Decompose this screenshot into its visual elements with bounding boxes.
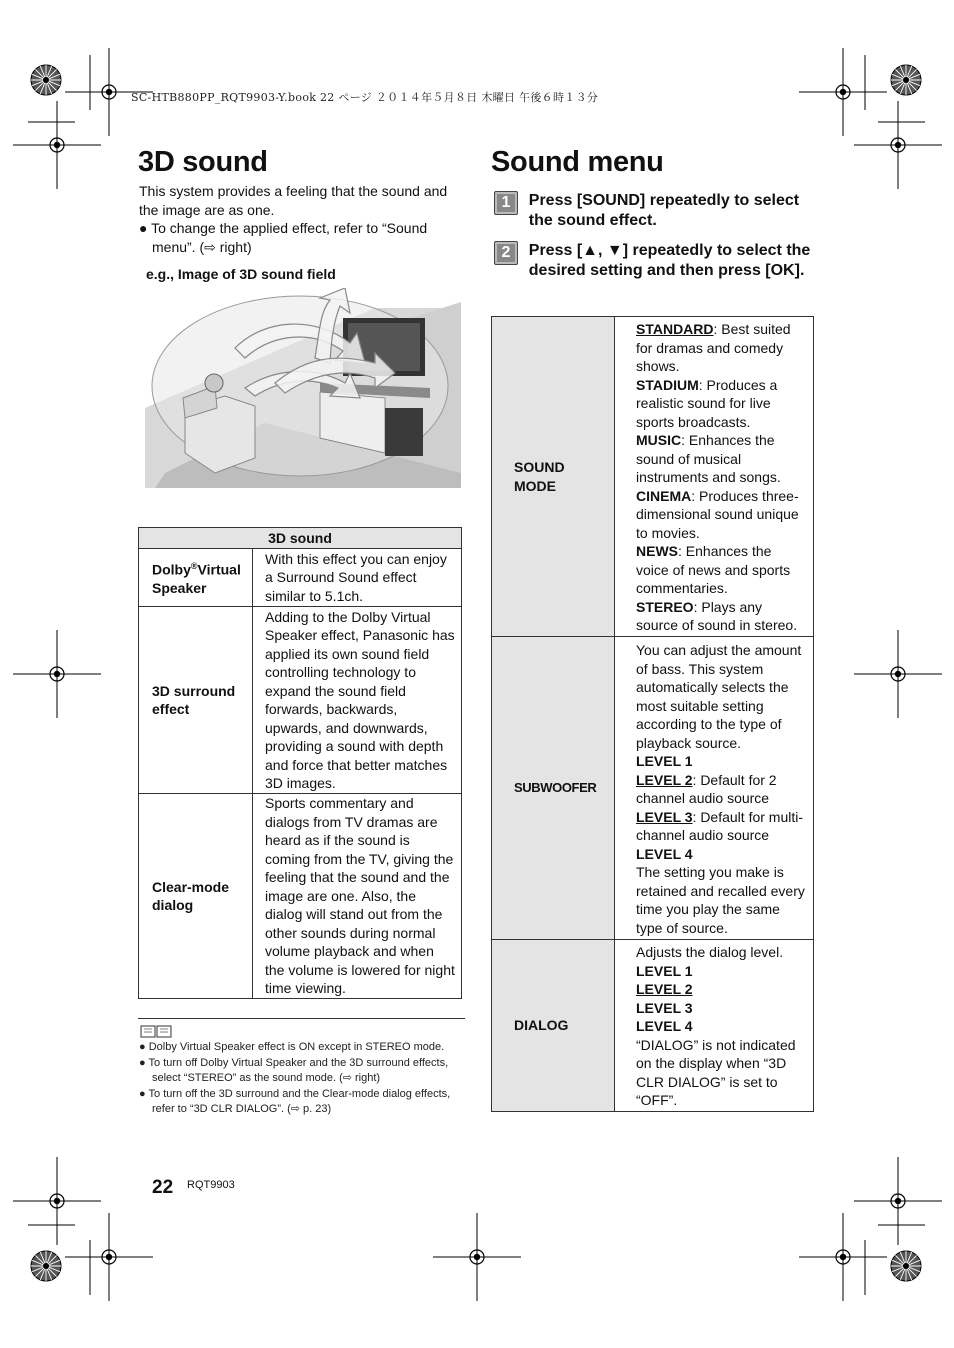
mode-name: CINEMA [636,487,692,504]
sound-mode-standard [636,320,807,376]
mode-name: STANDARD [636,321,714,338]
row-label-dolby-virtual-speaker [139,549,253,607]
note-text: To turn off the 3D surround and the Clear-mode dialog effects, refer to “3D CLR DIALOG”. (⇨ p. 23) [148,1087,451,1116]
3d-sound-table [138,527,462,999]
level-name: LEVEL 3 [636,808,693,825]
section-title-3d-sound: 3D sound [138,146,268,178]
row-desc-subwoofer [615,637,814,940]
mode-desc: : Best suited for dramas and comedy shows. [636,321,791,375]
row-label-subwoofer: SUBWOOFER [492,637,615,940]
subwoofer-level-4: LEVEL 4 [636,845,693,862]
mode-desc: : Plays any source of sound in stereo. [636,598,798,634]
3d-sound-field-illustration [145,288,461,488]
notes-divider [138,1018,465,1019]
mode-desc: : Enhances the sound of musical instruments and songs. [636,432,781,486]
row-desc-sound-mode [615,317,814,637]
note-item: ● Dolby Virtual Speaker effect is ON except in STEREO mode. [139,1041,445,1053]
section-title-sound-menu: Sound menu [491,146,664,178]
row-desc-dolby-virtual-speaker: With this effect you can enjoy a Surround Sound effect similar to 5.1ch. [253,549,462,607]
step-1-text: Press [SOUND] repeatedly to select the sound effect. [528,192,800,229]
page-number: 22 [152,1177,174,1198]
step-1 [494,191,816,231]
dialog-outro: “DIALOG” is not indicated on the display when “3D CLR DIALOG” is set to “OFF”. [636,1036,796,1109]
3d-sound-table-header: 3D sound [139,528,462,549]
row-desc-3d-surround-effect: Adding to the Dolby Virtual Speaker effect, Panasonic has applied its own sound field controlling technology to expand the sound field forwards, backwards, upwards, and downwards, providing a sound with depth and force that better matches 3D images. [253,607,462,794]
note-item: ● To turn off Dolby Virtual Speaker and the 3D surround effects, select “STEREO” as the sound mode. (⇨ right) [139,1056,449,1085]
sound-mode-stereo [636,598,807,635]
row-desc-clear-mode-dialog: Sports commentary and dialogs from TV dramas are heard as if the sound is coming from the TV, giving the feeling that the sound and the image are one. Also, the dialog will stand out from the other sounds during normal volume playback and when the volume is lowered for night time viewing. [253,794,462,999]
row-label-3d-surround-effect: 3D surround effect [139,607,253,794]
step-1-badge: 1 [494,191,518,215]
row-label-clear-mode-dialog: Clear-mode dialog [139,794,253,999]
sound-mode-stadium [636,376,807,432]
sound-mode-cinema [636,487,807,543]
subwoofer-outro: The setting you make is retained and recalled every time you play the same type of source. [636,864,805,936]
dialog-intro: Adjusts the dialog level. [636,944,784,961]
step-2 [494,241,816,281]
sound-mode-music [636,431,807,487]
mode-name: NEWS [636,543,678,560]
print-file-header: SC-HTB880PP_RQT9903-Y.book 22 ページ ２０１４年５月８日 木曜日 午後６時１３分 [131,91,599,104]
mode-desc: : Produces a realistic sound for live sports broadcasts. [636,376,778,430]
label-dolby: Dolby [152,561,191,578]
subwoofer-level-1: LEVEL 1 [636,753,693,769]
row-desc-dialog [615,940,814,1112]
doc-code: RQT9903 [187,1179,235,1191]
label-virtual-speaker: Virtual Speaker [152,561,241,597]
intro-bullet [139,219,467,256]
row-label-dialog: DIALOG [492,940,615,1112]
registered-mark: ® [190,561,198,572]
level-desc: : Default for multi-channel audio source [636,808,804,843]
sound-mode-news [636,542,807,598]
subwoofer-level-3 [636,808,807,845]
dialog-level-4: LEVEL 4 [636,1018,693,1035]
step-2-badge: 2 [494,241,518,265]
dialog-level-3: LEVEL 3 [636,999,693,1016]
intro-text: This system provides a feeling that the sound and the image are as one. [139,183,448,218]
notes-list [139,1040,459,1118]
level-desc: : Default for 2 channel audio source [636,771,777,806]
sound-mode-label: SOUND MODE [514,459,565,494]
note-text: Dolby Virtual Speaker effect is ON except in STEREO mode. [148,1041,445,1053]
mode-desc: : Produces three-dimensional sound unique to movies. [636,487,799,541]
mode-name: MUSIC [636,432,682,449]
note-text: To turn off Dolby Virtual Speaker and the 3D surround effects, select “STEREO” as the sound mode. (⇨ right) [148,1056,449,1085]
subwoofer-intro: You can adjust the amount of bass. This system automatically selects the most suitable setting according to the type of playback source. [636,642,802,751]
mode-name: STEREO [636,598,694,615]
dialog-level-1: LEVEL 1 [636,962,693,979]
step-2-text: Press [▲, ▼] repeatedly to select the desired setting and then press [OK]. [528,242,811,279]
bullet-text: To change the applied effect, refer to “Sound menu”. (⇨ right) [151,220,428,255]
sound-menu-table [491,316,814,1112]
dialog-level-2: LEVEL 2 [636,981,693,998]
level-name: LEVEL 2 [636,771,693,788]
mode-desc: : Enhances the voice of news and sports commentaries. [636,543,791,597]
image-caption: e.g., Image of 3D sound field [146,266,336,282]
note-item: ● To turn off the 3D surround and the Clear-mode dialog effects, refer to “3D CLR DIALOG”. (⇨ p. 23) [139,1087,451,1116]
mode-name: STADIUM [636,376,699,393]
book-icon [140,1024,172,1038]
intro-paragraph [139,182,467,256]
row-label-sound-mode [492,317,615,637]
bullet-icon: ● [139,220,152,237]
subwoofer-level-2 [636,771,807,808]
